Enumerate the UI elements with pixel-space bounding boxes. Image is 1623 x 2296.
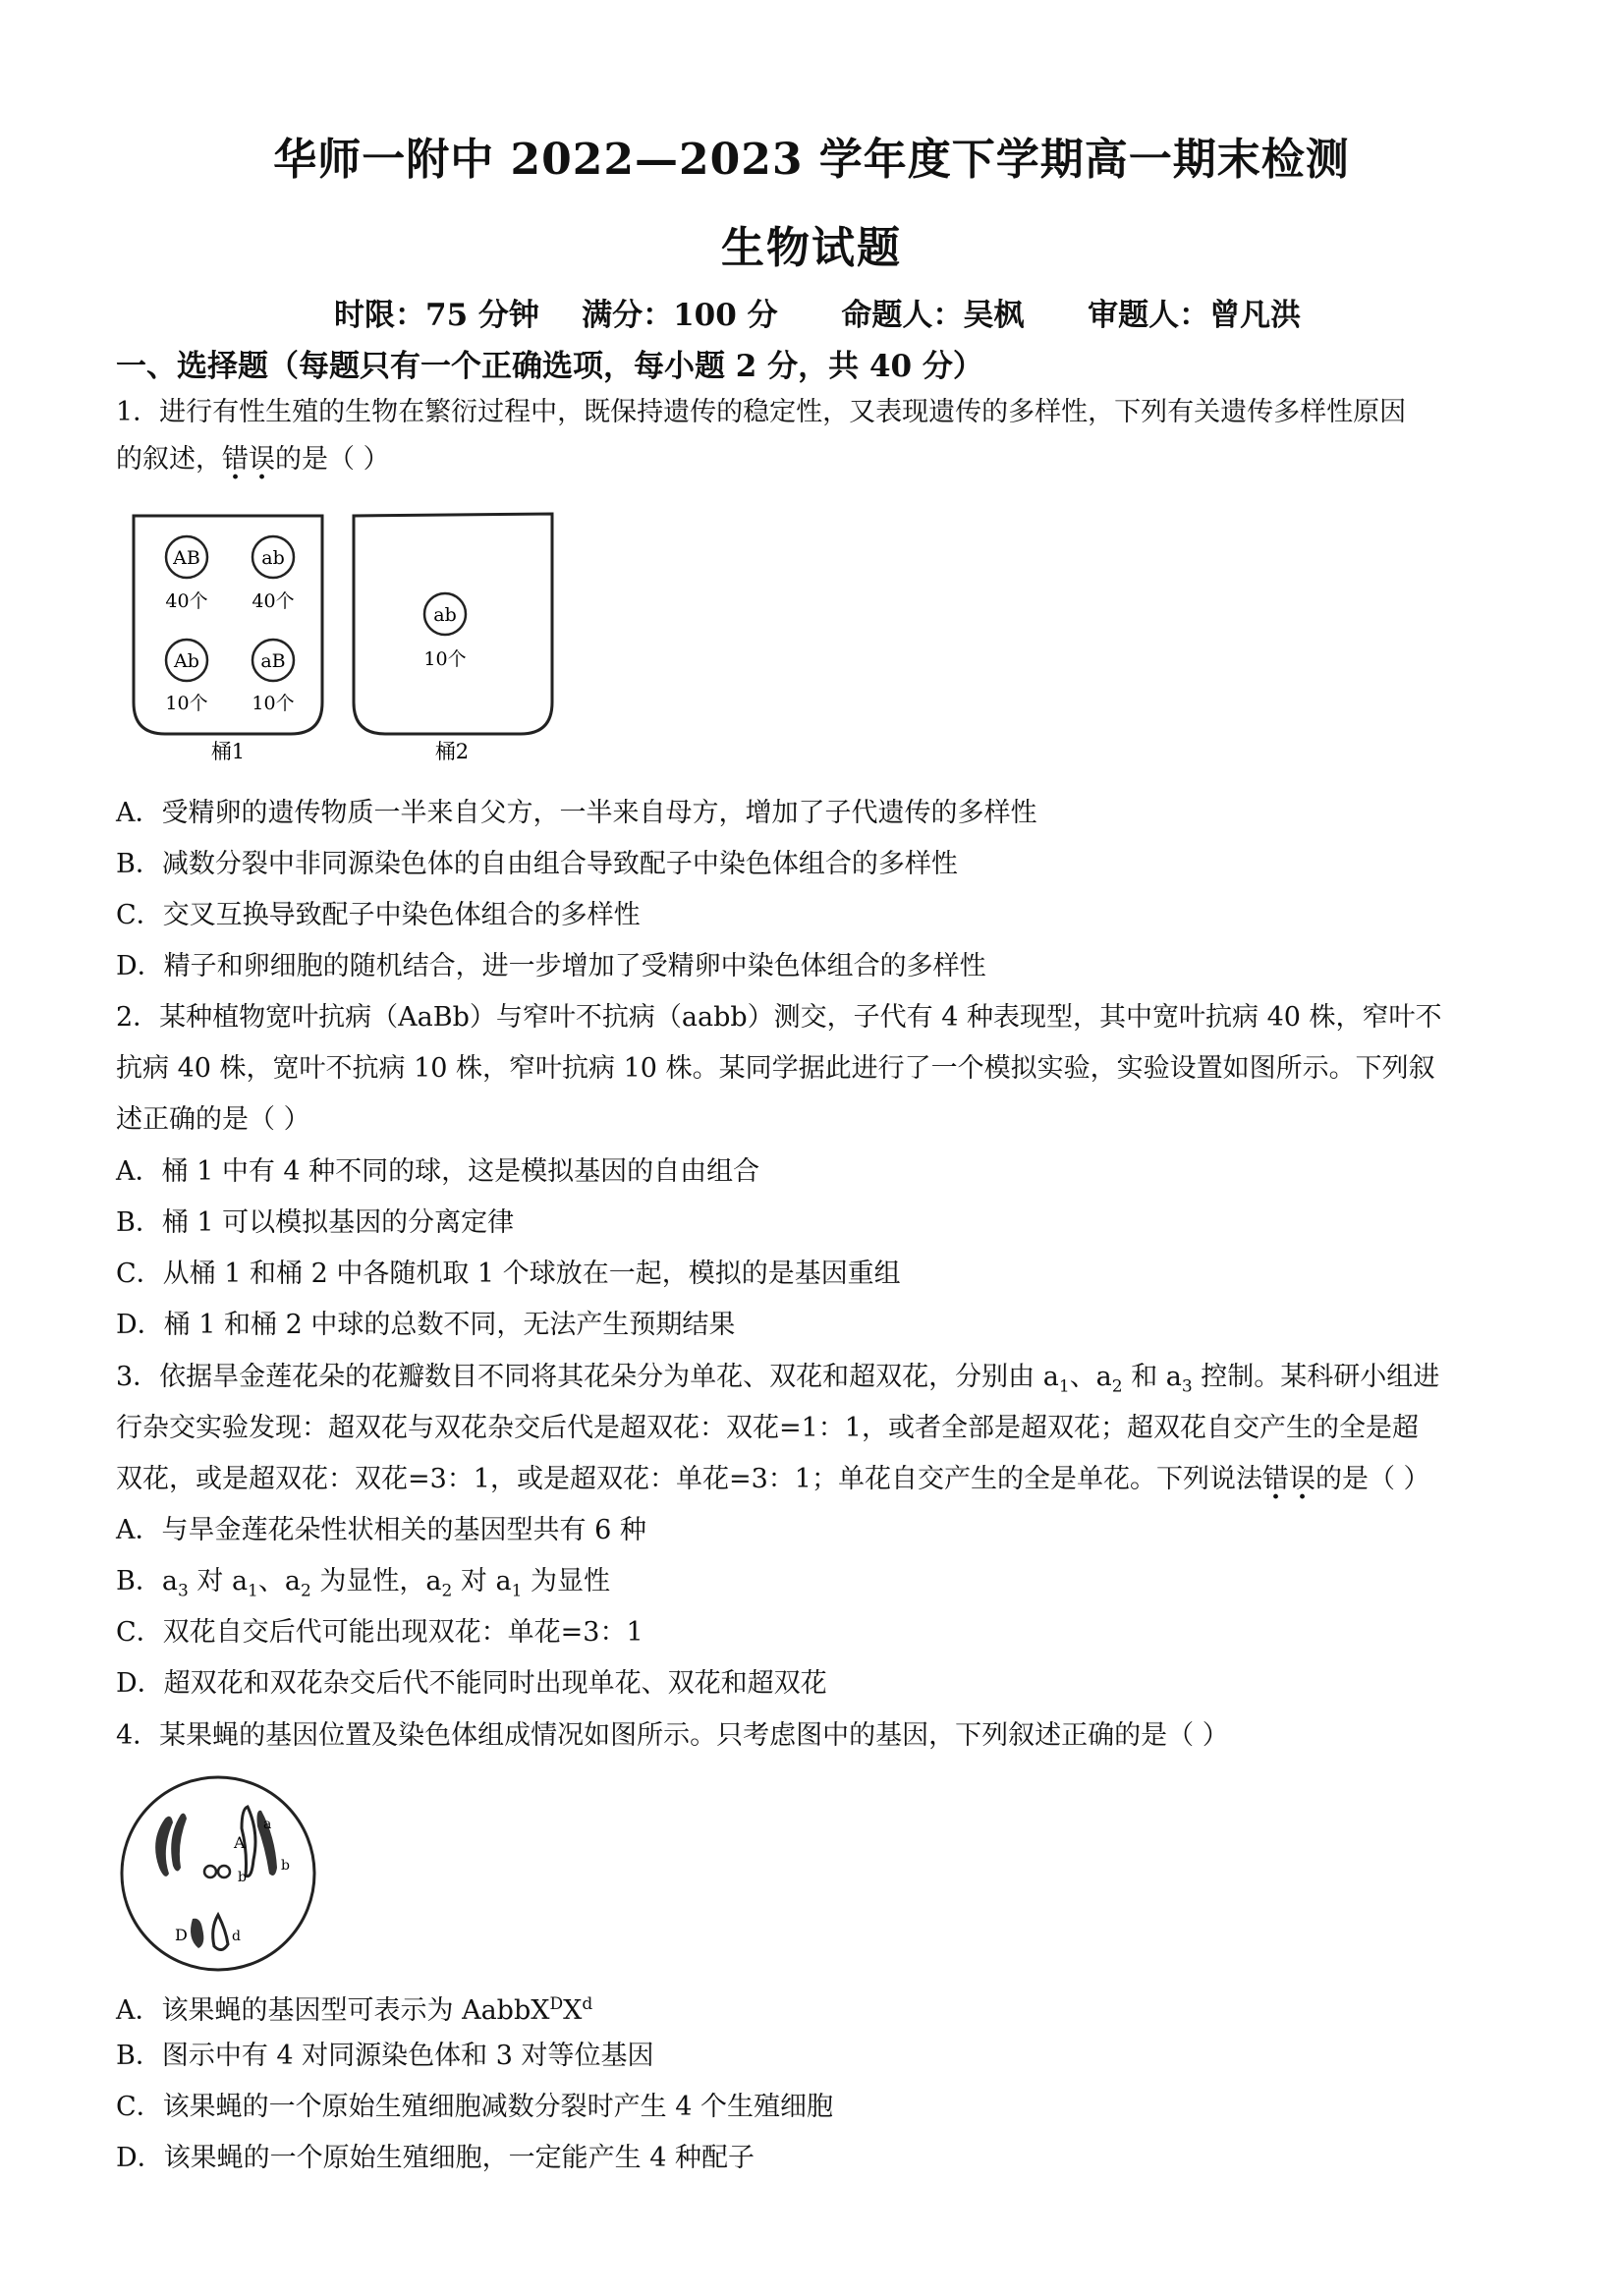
q3-stem-line2: 行杂交实验发现：超双花与双花杂交后代是超双花：双花=1：1，或者全部是超双花；超双花自交产生的全是超 [116,1413,1419,1443]
q2-stem-line2: 抗病 40 株，宽叶不抗病 10 株，窄叶抗病 10 株。某同学据此进行了一个模拟实验，实验设置如图所示。下列叙 [116,1053,1435,1084]
ball-Ab-count: 10个 [165,693,208,714]
subscript: 1 [248,1581,258,1601]
emphasis-char: 错 [222,444,249,475]
gene-label: D [175,1926,188,1944]
subscript: 3 [177,1581,189,1601]
q3-text: 3．依据旱金莲花朵的花瓣数目不同将其花朵分为单花、双花和超双花，分别由 a [116,1362,1059,1392]
section-heading: 一、选择题（每题只有一个正确选项，每小题 2 分，共 40 分） [116,349,983,384]
q2-option-d: D．桶 1 和桶 2 中球的总数不同，无法产生预期结果 [116,1310,736,1340]
q1-option-c: C．交叉互换导致配子中染色体组合的多样性 [116,900,641,930]
exam-title: 华师一附中 2022—2023 学年度下学期高一期末检测 [273,135,1350,185]
q1-stem-text: 的叙述， [116,444,222,475]
q1-option-a: A．受精卵的遗传物质一半来自父方，一半来自母方，增加了子代遗传的多样性 [116,798,1037,828]
q3-b-text: 、a [257,1566,301,1596]
q1-stem-text: 的是（ ） [275,444,390,475]
ball-aB-label: aB [260,650,286,672]
q2-option-a: A．桶 1 中有 4 种不同的球，这是模拟基因的自由组合 [116,1156,760,1187]
q1-option-d: D．精子和卵细胞的随机结合，进一步增加了受精卵中染色体组合的多样性 [116,951,986,981]
q3-option-c: C．双花自交后代可能出现双花：单花=3：1 [116,1617,644,1648]
ball-Ab-label: Ab [174,650,199,672]
q1-stem-line1: 1．进行有性生殖的生物在繁衍过程中，既保持遗传的稳定性，又表现遗传的多样性，下列有关遗传多样性原因 [116,397,1407,427]
ball-ab-count: 40个 [252,590,295,612]
gene-label: b [238,1870,247,1885]
ball-AB-count: 40个 [165,590,208,612]
subscript: 3 [1181,1376,1193,1397]
q2-stem-line1: 2．某种植物宽叶抗病（AaBb）与窄叶不抗病（aabb）测交，子代有 4 种表现型，其中宽叶抗病 40 株，窄叶不 [116,1002,1442,1033]
q3-text: 双花，或是超双花：双花=3：1，或是超双花：单花=3：1；单花自交产生的全是单花。下列说法 [116,1464,1262,1494]
q4-option-c: C．该果蝇的一个原始生殖细胞减数分裂时产生 4 个生殖细胞 [116,2092,834,2122]
bucket2-label: 桶2 [434,740,470,763]
q1-option-b: B．减数分裂中非同源染色体的自由组合导致配子中染色体组合的多样性 [116,849,958,879]
q3-stem-line3 [116,1462,1430,1497]
subscript: 1 [1058,1376,1070,1397]
chromosome [191,1919,203,1948]
q1-stem-line2 [116,442,390,477]
superscript: d [582,1994,593,2014]
exam-subtitle: 生物试题 [721,223,902,273]
emphasis-char: 误 [1288,1464,1315,1494]
q3-b-text: 为显性，a [310,1566,442,1596]
gene-label: b [281,1858,290,1874]
ball-ab-label: ab [261,547,285,569]
ball-AB-label: AB [173,547,200,569]
bucket2-ball-label: ab [433,604,457,626]
q3-text: 和 a [1122,1362,1182,1392]
q4-stem-line1: 4．某果蝇的基因位置及染色体组成情况如图所示。只考虑图中的基因，下列叙述正确的是（ ） [116,1720,1229,1751]
q4-option-d: D．该果蝇的一个原始生殖细胞，一定能产生 4 种配子 [116,2143,755,2173]
gene-label: a [263,1817,272,1832]
q2-option-c: C．从桶 1 和桶 2 中各随机取 1 个球放在一起，模拟的是基因重组 [116,1259,901,1289]
subscript: 2 [1111,1376,1123,1397]
chromosome [213,1915,228,1950]
chromosome [171,1814,187,1872]
q3-text: 的是（ ） [1315,1464,1430,1494]
emphasis-char: 误 [249,444,275,475]
superscript: D [549,1994,564,2014]
q3-b-text: 对 a [452,1566,512,1596]
q2-stem-line3: 述正确的是（ ） [116,1104,310,1135]
bucket-figure [128,506,570,766]
bucket1-label: 桶1 [210,740,246,763]
q3-text: 、a [1069,1362,1112,1392]
bucket2-ball-count: 10个 [423,648,467,670]
q2-option-b: B．桶 1 可以模拟基因的分离定律 [116,1207,515,1238]
ball-aB-count: 10个 [252,693,295,714]
q3-text: 控制。某科研小组进 [1192,1362,1440,1392]
chromosome-dot [204,1866,216,1877]
q3-option-a: A．与旱金莲花朵性状相关的基因型共有 6 种 [116,1515,646,1545]
q3-b-text: B．a [116,1566,178,1596]
subscript: 2 [441,1581,453,1601]
q4-option-a [116,1987,592,2029]
q3-option-b [116,1564,610,1608]
emphasis-char: 错 [1261,1464,1289,1494]
subscript: 1 [511,1581,523,1601]
q3-option-d: D．超双花和双花杂交后代不能同时出现单花、双花和超双花 [116,1668,827,1699]
cell-figure [116,1771,322,1978]
exam-meta: 时限：75 分钟 满分：100 分 命题人：吴枫 审题人：曾凡洪 [334,298,1302,333]
q4-a-text: A．该果蝇的基因型可表示为 AabbX [116,1995,550,2026]
gene-label: d [232,1929,241,1944]
q3-stem-line1 [116,1360,1439,1404]
chromosome [155,1817,173,1876]
q4-a-text: X [563,1995,583,2026]
gene-label: A [234,1833,246,1852]
chromosome-dot [218,1866,230,1877]
q3-b-text: 对 a [188,1566,249,1596]
q4-option-b: B．图示中有 4 对同源染色体和 3 对等位基因 [116,2041,654,2071]
q3-b-text: 为显性 [522,1566,611,1596]
subscript: 2 [300,1581,311,1601]
